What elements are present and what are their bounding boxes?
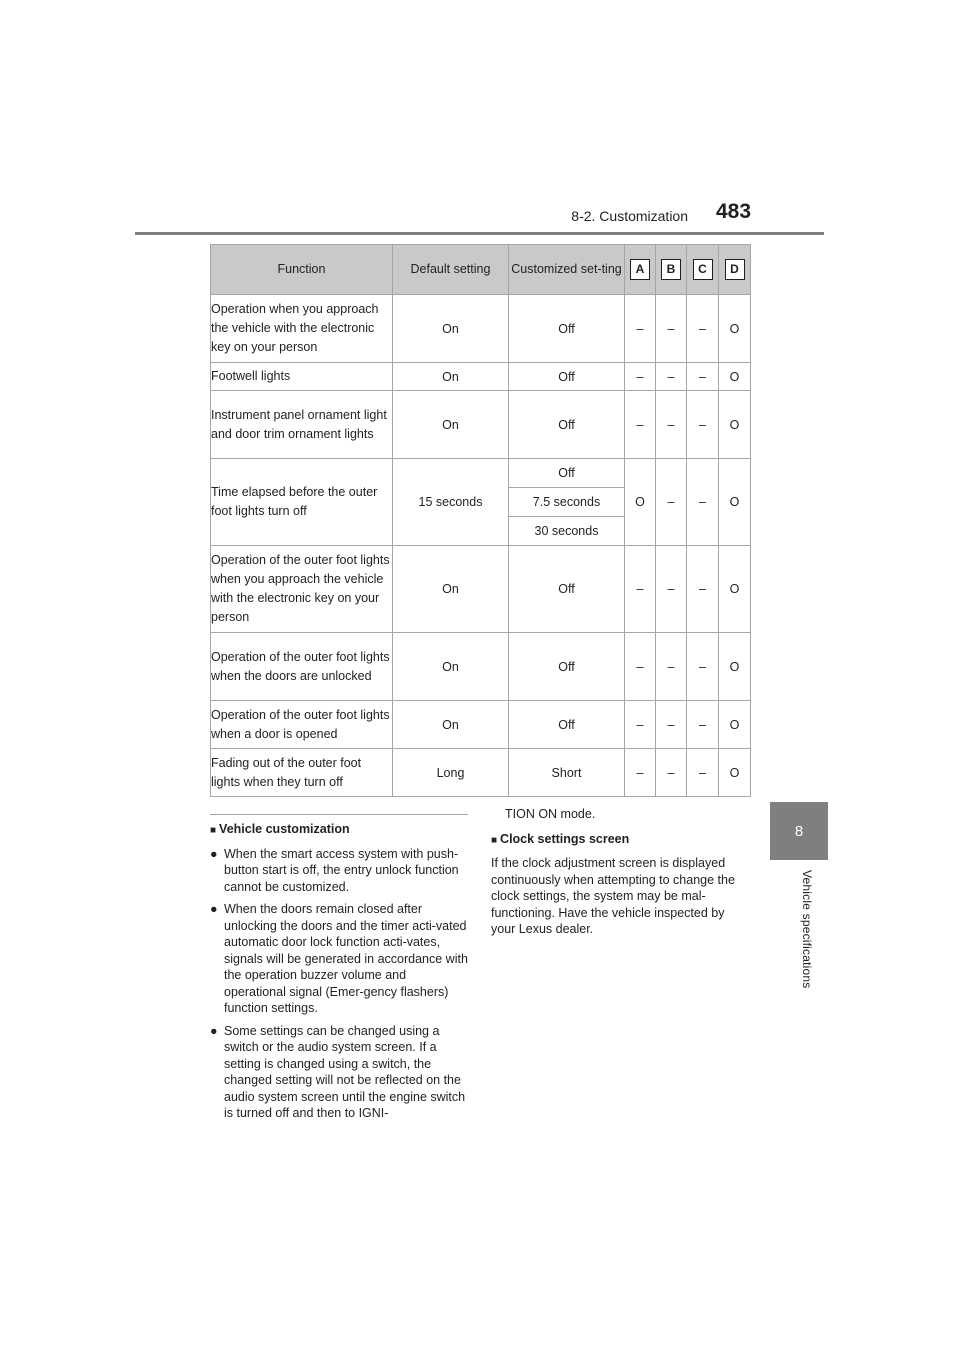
default-cell: Long bbox=[393, 749, 509, 797]
cell-c: – bbox=[687, 546, 719, 633]
function-cell: Footwell lights bbox=[211, 363, 393, 391]
circle-bullet-icon: ● bbox=[210, 902, 218, 916]
function-cell: Fading out of the outer foot lights when they turn off bbox=[211, 749, 393, 797]
square-bullet-icon: ■ bbox=[491, 834, 498, 846]
customized-cell: Short bbox=[509, 749, 625, 797]
default-cell: On bbox=[393, 546, 509, 633]
cell-d: O bbox=[719, 295, 751, 363]
function-cell: Operation of the outer foot lights when the doors are unlocked bbox=[211, 633, 393, 701]
table-row bbox=[211, 701, 751, 749]
default-cell: 15 seconds bbox=[393, 459, 509, 546]
cell-b: – bbox=[656, 749, 687, 797]
table-row bbox=[211, 749, 751, 797]
table-row bbox=[211, 546, 751, 633]
clock-settings-body: If the clock adjustment screen is displayed continuously when attempting to change the clock settings, the system may be mal-functioning. Have the vehicle inspected by your Lexus dealer. bbox=[491, 856, 735, 936]
notes-right-column bbox=[491, 806, 751, 938]
customized-cell: Off bbox=[509, 633, 625, 701]
cell-a: – bbox=[625, 363, 656, 391]
default-cell: On bbox=[393, 701, 509, 749]
note-text: When the smart access system with push-button start is off, the entry unlock function cannot be customized. bbox=[224, 846, 459, 894]
cell-b: – bbox=[656, 363, 687, 391]
cell-d: O bbox=[719, 701, 751, 749]
cell-c: – bbox=[687, 749, 719, 797]
cell-b: – bbox=[656, 391, 687, 459]
cell-c: – bbox=[687, 633, 719, 701]
cell-a: O bbox=[625, 459, 656, 546]
column-header-a bbox=[625, 245, 656, 295]
note-bullet bbox=[210, 1023, 468, 1122]
note-continuation: TION ON mode. bbox=[505, 807, 596, 821]
note-bullet bbox=[210, 846, 468, 896]
column-letter-b: B bbox=[661, 259, 681, 280]
cell-a: – bbox=[625, 391, 656, 459]
notes-left-column bbox=[210, 814, 468, 1128]
customized-options-cell bbox=[509, 459, 625, 546]
function-cell: Time elapsed before the outer foot lights turn off bbox=[211, 459, 393, 546]
heading-text: Vehicle customization bbox=[219, 822, 350, 836]
column-header-b bbox=[656, 245, 687, 295]
cell-a: – bbox=[625, 633, 656, 701]
table-row bbox=[211, 363, 751, 391]
square-bullet-icon: ■ bbox=[210, 825, 217, 836]
cell-c: – bbox=[687, 391, 719, 459]
default-cell: On bbox=[393, 363, 509, 391]
cell-b: – bbox=[656, 459, 687, 546]
cell-d: O bbox=[719, 749, 751, 797]
cell-c: – bbox=[687, 295, 719, 363]
table-row bbox=[211, 295, 751, 363]
cell-d: O bbox=[719, 363, 751, 391]
cell-a: – bbox=[625, 295, 656, 363]
cell-a: – bbox=[625, 749, 656, 797]
cell-b: – bbox=[656, 295, 687, 363]
column-header-function: Function bbox=[211, 245, 393, 295]
column-header-c bbox=[687, 245, 719, 295]
cell-b: – bbox=[656, 546, 687, 633]
function-cell: Instrument panel ornament light and door trim ornament lights bbox=[211, 391, 393, 459]
section-title: 8-2. Customization bbox=[571, 208, 688, 224]
cell-d: O bbox=[719, 546, 751, 633]
customized-cell: Off bbox=[509, 701, 625, 749]
header-divider bbox=[135, 232, 824, 235]
cell-d: O bbox=[719, 633, 751, 701]
table-row bbox=[211, 459, 751, 546]
cell-a: – bbox=[625, 701, 656, 749]
column-header-default: Default setting bbox=[393, 245, 509, 295]
note-text: When the doors remain closed after unlocking the doors and the timer acti-vated automatic door lock function acti-vates, signals will be generated in accordance with the operation buzzer volume and operational signal (Emer-gency flashers) function settings. bbox=[224, 902, 468, 1015]
customization-table bbox=[210, 244, 751, 797]
cell-b: – bbox=[656, 701, 687, 749]
cell-d: O bbox=[719, 391, 751, 459]
function-cell: Operation when you approach the vehicle with the electronic key on your person bbox=[211, 295, 393, 363]
default-cell: On bbox=[393, 633, 509, 701]
heading-text: Clock settings screen bbox=[500, 831, 630, 846]
column-header-d bbox=[719, 245, 751, 295]
circle-bullet-icon: ● bbox=[210, 1023, 218, 1038]
customized-cell: Off bbox=[509, 295, 625, 363]
table-row bbox=[211, 391, 751, 459]
column-letter-a: A bbox=[630, 259, 650, 280]
chapter-title: Vehicle specifications bbox=[800, 870, 814, 989]
cell-b: – bbox=[656, 633, 687, 701]
customized-option: Off bbox=[558, 466, 575, 480]
default-cell: On bbox=[393, 295, 509, 363]
vehicle-customization-heading bbox=[210, 821, 468, 840]
note-text: Some settings can be changed using a switch or the audio system screen. If a setting is changed using a switch, the changed setting will not be reflected on the audio system screen until the engine switch is turned off and then to IGNI- bbox=[224, 1023, 466, 1120]
clock-settings-heading bbox=[491, 831, 751, 850]
cell-c: – bbox=[687, 363, 719, 391]
table-row bbox=[211, 633, 751, 701]
column-header-customized: Customized set-ting bbox=[509, 245, 625, 295]
note-bullet bbox=[210, 901, 468, 1017]
cell-c: – bbox=[687, 459, 719, 546]
notes-divider bbox=[210, 814, 468, 815]
page-number: 483 bbox=[716, 200, 752, 223]
default-cell: On bbox=[393, 391, 509, 459]
cell-d: O bbox=[719, 459, 751, 546]
cell-c: – bbox=[687, 701, 719, 749]
customized-option: 30 seconds bbox=[509, 516, 624, 545]
customized-cell: Off bbox=[509, 363, 625, 391]
table-header-row bbox=[211, 245, 751, 295]
customized-cell: Off bbox=[509, 546, 625, 633]
customized-cell: Off bbox=[509, 391, 625, 459]
cell-a: – bbox=[625, 546, 656, 633]
function-cell: Operation of the outer foot lights when you approach the vehicle with the electronic key on your person bbox=[211, 546, 393, 633]
customized-option: 7.5 seconds bbox=[509, 487, 624, 516]
column-letter-d: D bbox=[725, 259, 745, 280]
column-letter-c: C bbox=[693, 259, 713, 280]
function-cell: Operation of the outer foot lights when a door is opened bbox=[211, 701, 393, 749]
circle-bullet-icon: ● bbox=[210, 846, 218, 861]
chapter-tab[interactable]: 8 bbox=[770, 802, 828, 860]
